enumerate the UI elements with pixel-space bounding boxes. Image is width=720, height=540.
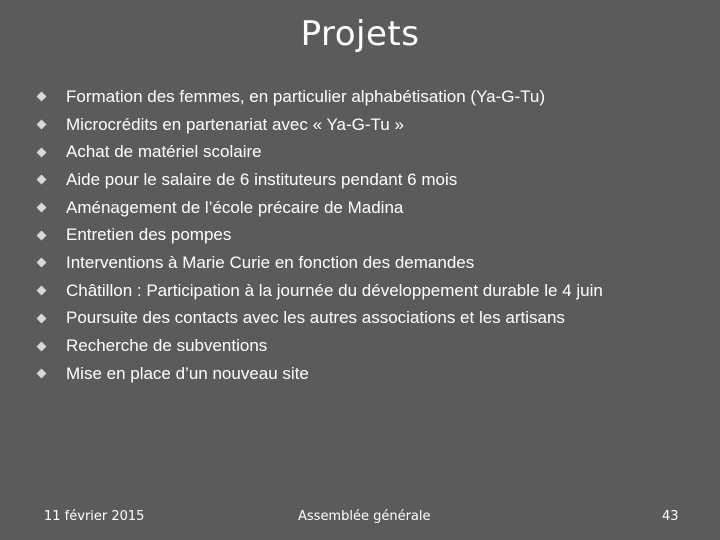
bullet-text: Aide pour le salaire de 6 instituteurs pendant 6 mois (66, 169, 458, 189)
list-item (34, 83, 694, 111)
bullet-text: Interventions à Marie Curie en fonction des demandes (66, 252, 475, 272)
bullet-text: Aménagement de l’école précaire de Madina (66, 197, 404, 217)
diamond-bullet-icon (37, 120, 47, 130)
list-item (34, 138, 694, 166)
bullet-text: Mise en place d’un nouveau site (66, 363, 309, 383)
diamond-bullet-icon (37, 230, 47, 240)
bullet-text: Entretien des pompes (66, 225, 232, 245)
list-item (34, 360, 694, 388)
diamond-bullet-icon (37, 258, 47, 268)
bullet-text: Recherche de subventions (66, 336, 268, 356)
footer-title: Assemblée générale (298, 509, 431, 524)
diamond-bullet-icon (37, 341, 47, 351)
diamond-bullet-icon (37, 92, 47, 102)
bullet-text: Microcrédits en partenariat avec « Ya-G-Tu » (66, 114, 404, 134)
page-number: 43 (662, 509, 679, 524)
bullet-text: Châtillon : Participation à la journée du développement durable le 4 juin (66, 280, 603, 300)
footer-date: 11 février 2015 (44, 509, 145, 524)
list-item (34, 249, 694, 277)
list-item (34, 194, 694, 222)
bullet-text: Formation des femmes, en particulier alphabétisation (Ya-G-Tu) (66, 86, 546, 106)
list-item (34, 277, 694, 305)
diamond-bullet-icon (37, 175, 47, 185)
diamond-bullet-icon (37, 369, 47, 379)
list-item (34, 332, 694, 360)
bullet-list (34, 83, 694, 388)
diamond-bullet-icon (37, 313, 47, 323)
list-item (34, 305, 694, 333)
list-item (34, 166, 694, 194)
diamond-bullet-icon (37, 286, 47, 296)
diamond-bullet-icon (37, 147, 47, 157)
diamond-bullet-icon (37, 203, 47, 213)
list-item (34, 221, 694, 249)
bullet-text: Poursuite des contacts avec les autres associations et les artisans (66, 308, 565, 328)
slide-title: Projets (300, 14, 420, 54)
bullet-text: Achat de matériel scolaire (66, 142, 262, 162)
list-item (34, 111, 694, 139)
